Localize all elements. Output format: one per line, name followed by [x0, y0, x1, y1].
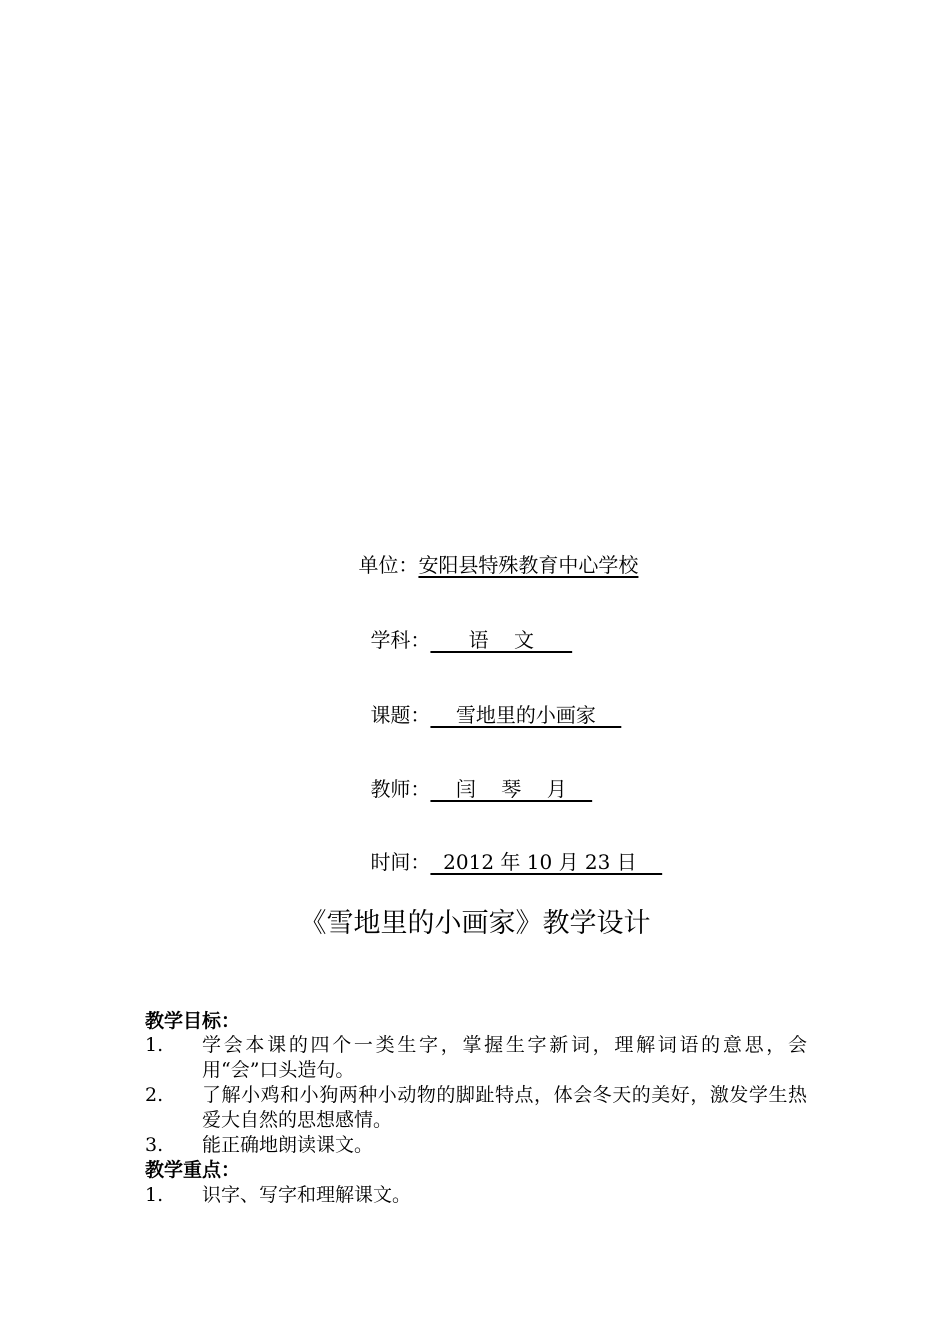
- objective-item-2: [145, 1083, 807, 1133]
- teacher-label: 教师：: [370, 777, 431, 801]
- objective-number: 2.: [145, 1084, 164, 1106]
- document-title: 《雪地里的小画家》教学设计: [299, 908, 651, 939]
- topic-line: [345, 679, 621, 751]
- topic-label: 课题：: [370, 703, 431, 727]
- objective-text: 了解小鸡和小狗两种小动物的脚趾特点，体会冬天的美好，激发学生热爱大自然的思想感情。: [202, 1084, 807, 1131]
- objective-text: 学会本课的四个一类生字，掌握生字新词，理解词语的意思，会用“会”口头造句。: [202, 1034, 807, 1081]
- time-label: 时间：: [370, 850, 431, 874]
- subject-label: 学科：: [370, 628, 431, 652]
- unit-value: 安阳县特殊教育中心学校: [418, 553, 639, 577]
- objective-number: 3.: [145, 1134, 164, 1156]
- topic-value: 雪地里的小画家: [430, 703, 622, 727]
- time-line: [345, 826, 662, 898]
- objective-text: 能正确地朗读课文。: [202, 1134, 374, 1156]
- objective-item-1: [145, 1033, 807, 1083]
- subject-line: [345, 604, 572, 676]
- objective-item-3: [145, 1133, 807, 1158]
- key-point-text: 识字、写字和理解课文。: [202, 1184, 412, 1206]
- unit-line: [333, 529, 638, 601]
- teacher-line: [345, 753, 592, 825]
- key-point-item-1: [145, 1183, 807, 1208]
- objectives-heading: 教学目标：: [145, 1010, 241, 1032]
- key-points-heading: 教学重点：: [145, 1159, 241, 1181]
- subject-value: 语 文: [430, 628, 573, 652]
- time-value: 2012 年 10 月 23 日: [430, 850, 663, 874]
- unit-label: 单位：: [358, 553, 419, 577]
- key-point-number: 1.: [145, 1184, 164, 1206]
- teacher-value: 闫 琴 月: [430, 777, 593, 801]
- objective-number: 1.: [145, 1034, 164, 1056]
